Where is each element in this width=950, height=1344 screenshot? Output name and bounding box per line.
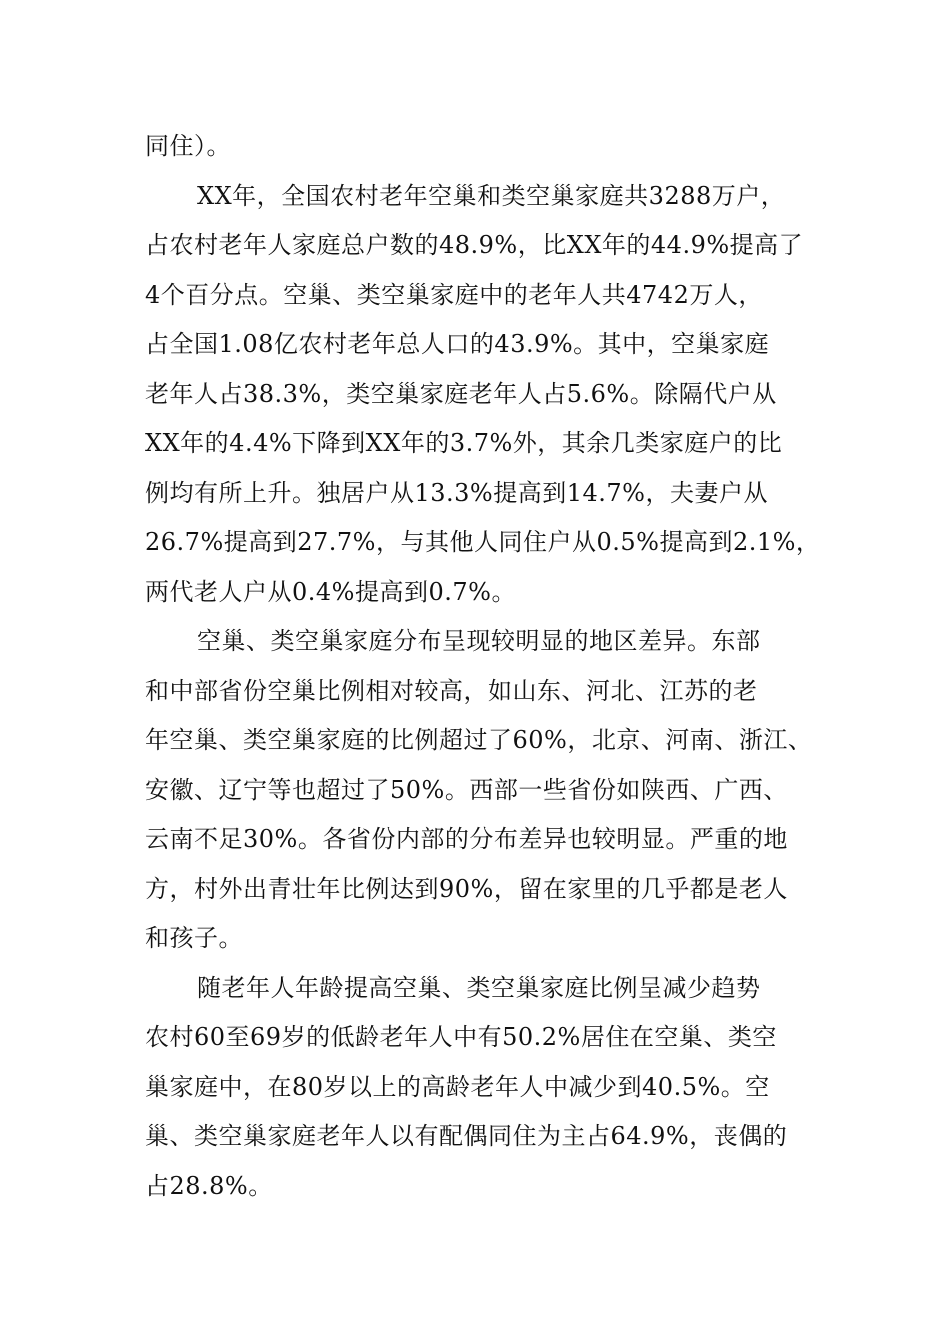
text-line: 同住）。 <box>145 132 231 160</box>
text-line: 年空巢、类空巢家庭的比例超过了60%，北京、河南、浙江、 <box>145 726 813 754</box>
text-line: XX年，全国农村老年空巢和类空巢家庭共3288万户， <box>197 181 786 210</box>
text-line: 占28.8%。 <box>145 1171 273 1200</box>
text-line: 4个百分点。空巢、类空巢家庭中的老年人共4742万人， <box>145 280 763 309</box>
text-line: 随老年人年龄提高空巢、类空巢家庭比例呈减少趋势 <box>197 973 761 1002</box>
text-line: 例均有所上升。独居户从13.3%提高到14.7%，夫妻户从 <box>145 478 768 507</box>
body-text <box>145 122 825 1211</box>
text-line: 空巢、类空巢家庭分布呈现较明显的地区差异。东部 <box>197 627 761 655</box>
text-line: 占全国1.08亿农村老年总人口的43.9%。其中，空巢家庭 <box>145 330 770 358</box>
text-line: 农村60至69岁的低龄老年人中有50.2%居住在空巢、类空 <box>145 1023 777 1051</box>
text-line: 安徽、辽宁等也超过了50%。西部一些省份如陕西、广西、 <box>145 775 788 804</box>
text-line: 两代老人户从0.4%提高到0.7%。 <box>145 577 516 606</box>
text-line: 和孩子。 <box>145 924 243 952</box>
text-line: 方，村外出青壮年比例达到90%，留在家里的几乎都是老人 <box>145 874 788 903</box>
text-line: 巢、类空巢家庭老年人以有配偶同住为主占64.9%，丧偶的 <box>145 1122 788 1150</box>
text-line: 占农村老年人家庭总户数的48.9%，比XX年的44.9%提高了 <box>145 231 804 259</box>
text-line: 和中部省份空巢比例相对较高，如山东、河北、江苏的老 <box>145 676 758 705</box>
text-line: XX年的4.4%下降到XX年的3.7%外，其余几类家庭户的比 <box>145 429 783 457</box>
text-line: 26.7%提高到27.7%，与其他人同住户从0.5%提高到2.1%， <box>145 528 821 556</box>
text-line: 巢家庭中，在80岁以上的高龄老年人中减少到40.5%。空 <box>145 1072 770 1101</box>
text-line: 云南不足30%。各省份内部的分布差异也较明显。严重的地 <box>145 825 788 853</box>
text-line: 老年人占38.3%，类空巢家庭老年人占5.6%。除隔代户从 <box>145 379 777 408</box>
